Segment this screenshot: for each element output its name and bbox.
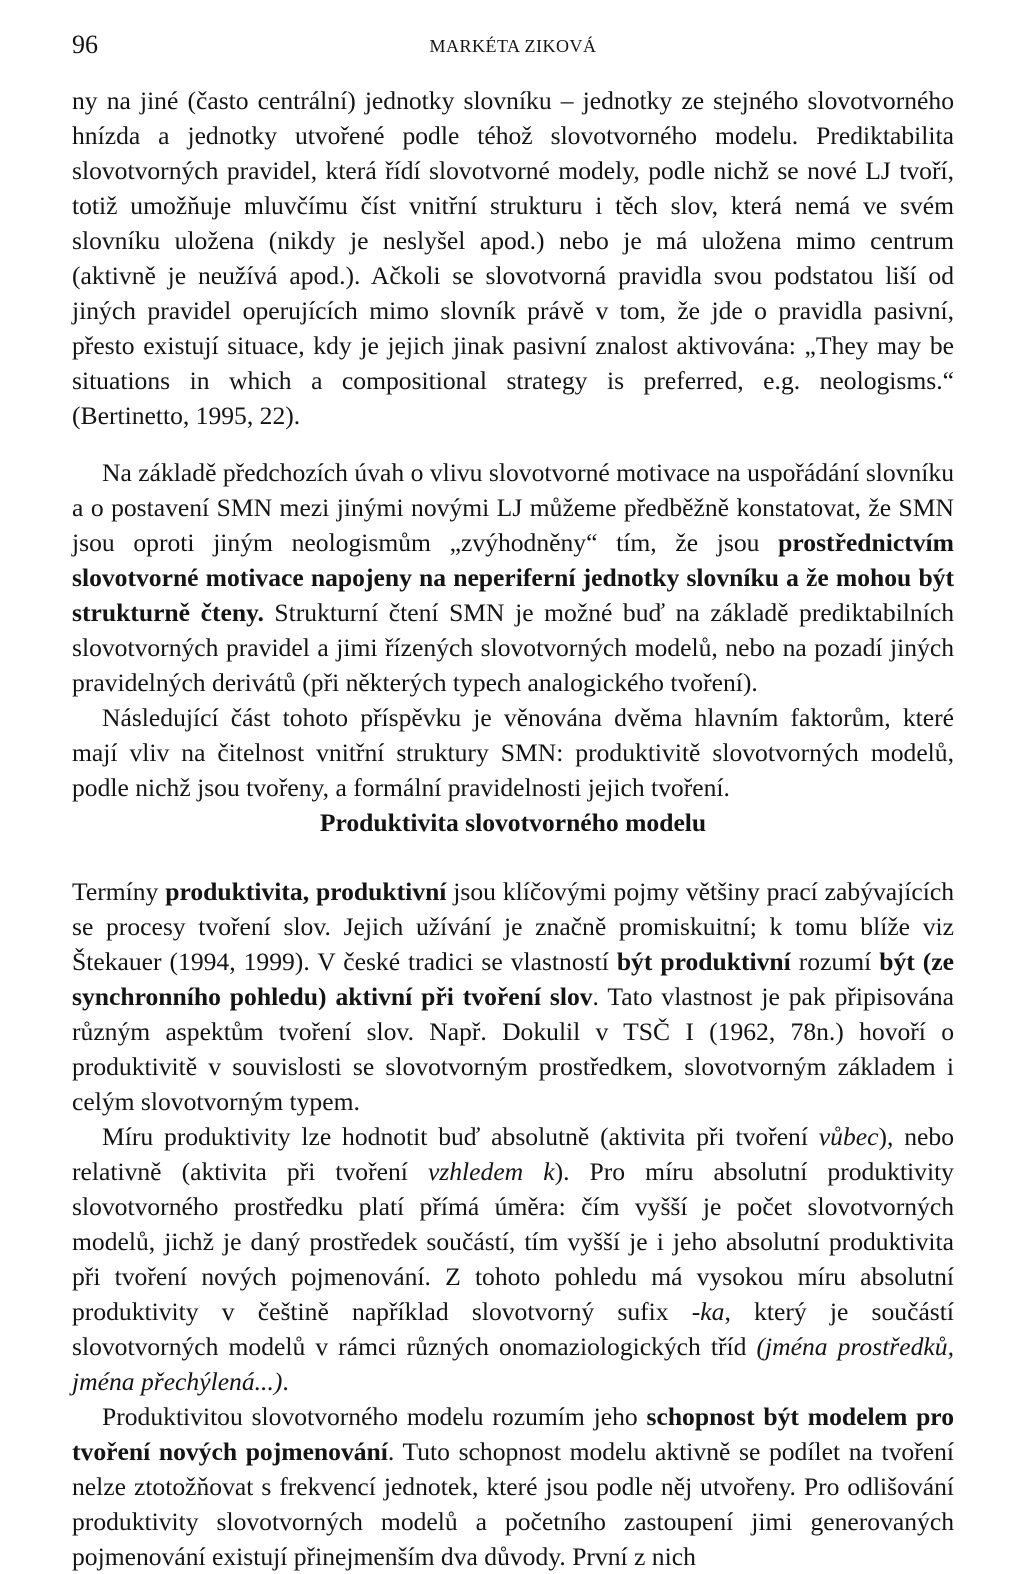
p4-bold-definition: být (ze synchronního pohledu) aktivní při tvoření slov xyxy=(72,947,955,1011)
p5-text-c: ), nebo relativně (aktivita při tvoření xyxy=(72,1122,954,1186)
p6-bold-definition: schopnost být modelem pro tvoření nových pojmenování xyxy=(72,1402,955,1466)
paragraph-4 xyxy=(72,874,954,1119)
p4-text-e: rozumí xyxy=(790,947,880,976)
paragraph-6 xyxy=(72,1399,954,1574)
p5-text-i: . xyxy=(282,1367,289,1396)
p4-text-g: . Tato vlastnost je pak připisována různým aspektům tvoření slov. Např. Dokulil v TSČ I (1962, 78n.) hovoří o produktivitě v souvislosti se slovotvorným prostředkem, slovotvorným základem i celým slovotvorným typem. xyxy=(72,982,954,1116)
p5-italic-classes: (jména prostředků, jména přechýlená...) xyxy=(72,1332,954,1396)
paragraph-2 xyxy=(72,455,954,700)
p4-text-a: Termíny xyxy=(72,877,166,906)
p4-bold-property: být produktivní xyxy=(616,947,791,976)
p2-text-c: Strukturní čtení SMN je možné buď na základě prediktabilních slovotvorných pravidel a jimi řízených slovotvorných modelů, nebo na pozadí jiných pravidelných derivátů (při některých typech analogického tvoření). xyxy=(72,598,954,697)
p5-text-e: ). Pro míru absolutní produktivity slovotvorného prostředku platí přímá úměra: čím vyšší je počet slovotvorných modelů, jichž je daný prostředek součástí, tím vyšší je i jeho absolutní produktivita při tvoření nových pojmenování. Z tohoto pohledu má vysokou míru absolutní produktivity v češtině například slovotvorný sufix xyxy=(72,1157,954,1326)
p5-text-g: , který je součástí slovotvorných modelů v rámci různých onomaziologických tříd xyxy=(72,1297,954,1361)
p4-bold-terms: produktivita, produktivní xyxy=(165,877,447,906)
paragraph-1: ny na jiné (často centrální) jednotky slovníku – jednotky ze stejného slovotvorného hnízda a jednotky utvořené podle téhož slovotvorného modelu. Prediktabilita slovotvorných pravidel, která řídí slovotvorné modely, podle nichž se nové LJ tvoří, totiž umožňuje mluvčímu číst vnitřní strukturu i těch slov, která nemá ve svém slovníku uložena (nikdy je neslyšel apod.) nebo je má uložena mimo centrum (aktivně je neužívá apod.). Ačkoli se slovotvorná pravidla svou podstatou liší od jiných pravidel operujících mimo slovník právě v tom, že jde o pravidla pasivní, přesto existují situace, kdy je jejich jinak pasivní znalost aktivována: „They may be situations in which a compositional strategy is preferred, e.g. neologisms.“ (Bertinetto, 1995, 22). xyxy=(72,86,954,430)
p5-text-a: Míru produktivity lze hodnotit buď absolutně (aktivita při tvoření xyxy=(102,1122,819,1151)
p2-bold: prostřednictvím slovotvorné motivace napojeny na neperiferní jednotky slovníku a že mohou být strukturně čteny. xyxy=(72,528,954,627)
section-heading: Produktivita slovotvorného modelu xyxy=(319,808,707,837)
p5-italic-suffix: -ka xyxy=(691,1297,725,1326)
paragraph-3: Následující část tohoto příspěvku je věnována dvěma hlavním faktorům, které mají vliv na čitelnost vnitřní struktury SMN: produktivitě slovotvorných modelů, podle nichž jsou tvořeny, a formální pravidelnosti jejich tvoření. xyxy=(72,703,954,802)
p4-text-c: jsou klíčovými pojmy většiny prací zabývajících se procesy tvoření slov. Jejich užívání je značně promiskuitní; k tomu blíže viz Štekauer (1994, 1999). V české tradici se vlastností xyxy=(72,877,954,976)
p5-italic-vzhledem: vzhledem k xyxy=(427,1157,555,1186)
page-header xyxy=(72,30,954,66)
paragraph-5 xyxy=(72,1119,954,1399)
page-number: 96 xyxy=(72,30,98,59)
body-text xyxy=(72,83,954,1574)
running-head: MARKÉTA ZIKOVÁ xyxy=(429,36,597,56)
p6-text-c: . Tuto schopnost modelu aktivně se podílet na tvoření nelze ztotožňovat s frekvencí jednotek, které jsou podle něj utvořeny. Pro odlišování produktivity slovotvorných modelů a početního zastoupení jimi generovaných pojmenování existují přinejmenším dva důvody. První z nich xyxy=(72,1437,954,1571)
p2-text-a: Na základě předchozích úvah o vlivu slovotvorné motivace na uspořádání slovníku a o postavení SMN mezi jinými novými LJ můžeme předběžně konstatovat, že SMN jsou oproti jiným neologismům „zvýhodněny“ tím, že jsou xyxy=(72,458,954,557)
p5-italic-vubec: vůbec xyxy=(818,1122,879,1151)
p6-text-a: Produktivitou slovotvorného modelu rozumím jeho xyxy=(102,1402,647,1431)
